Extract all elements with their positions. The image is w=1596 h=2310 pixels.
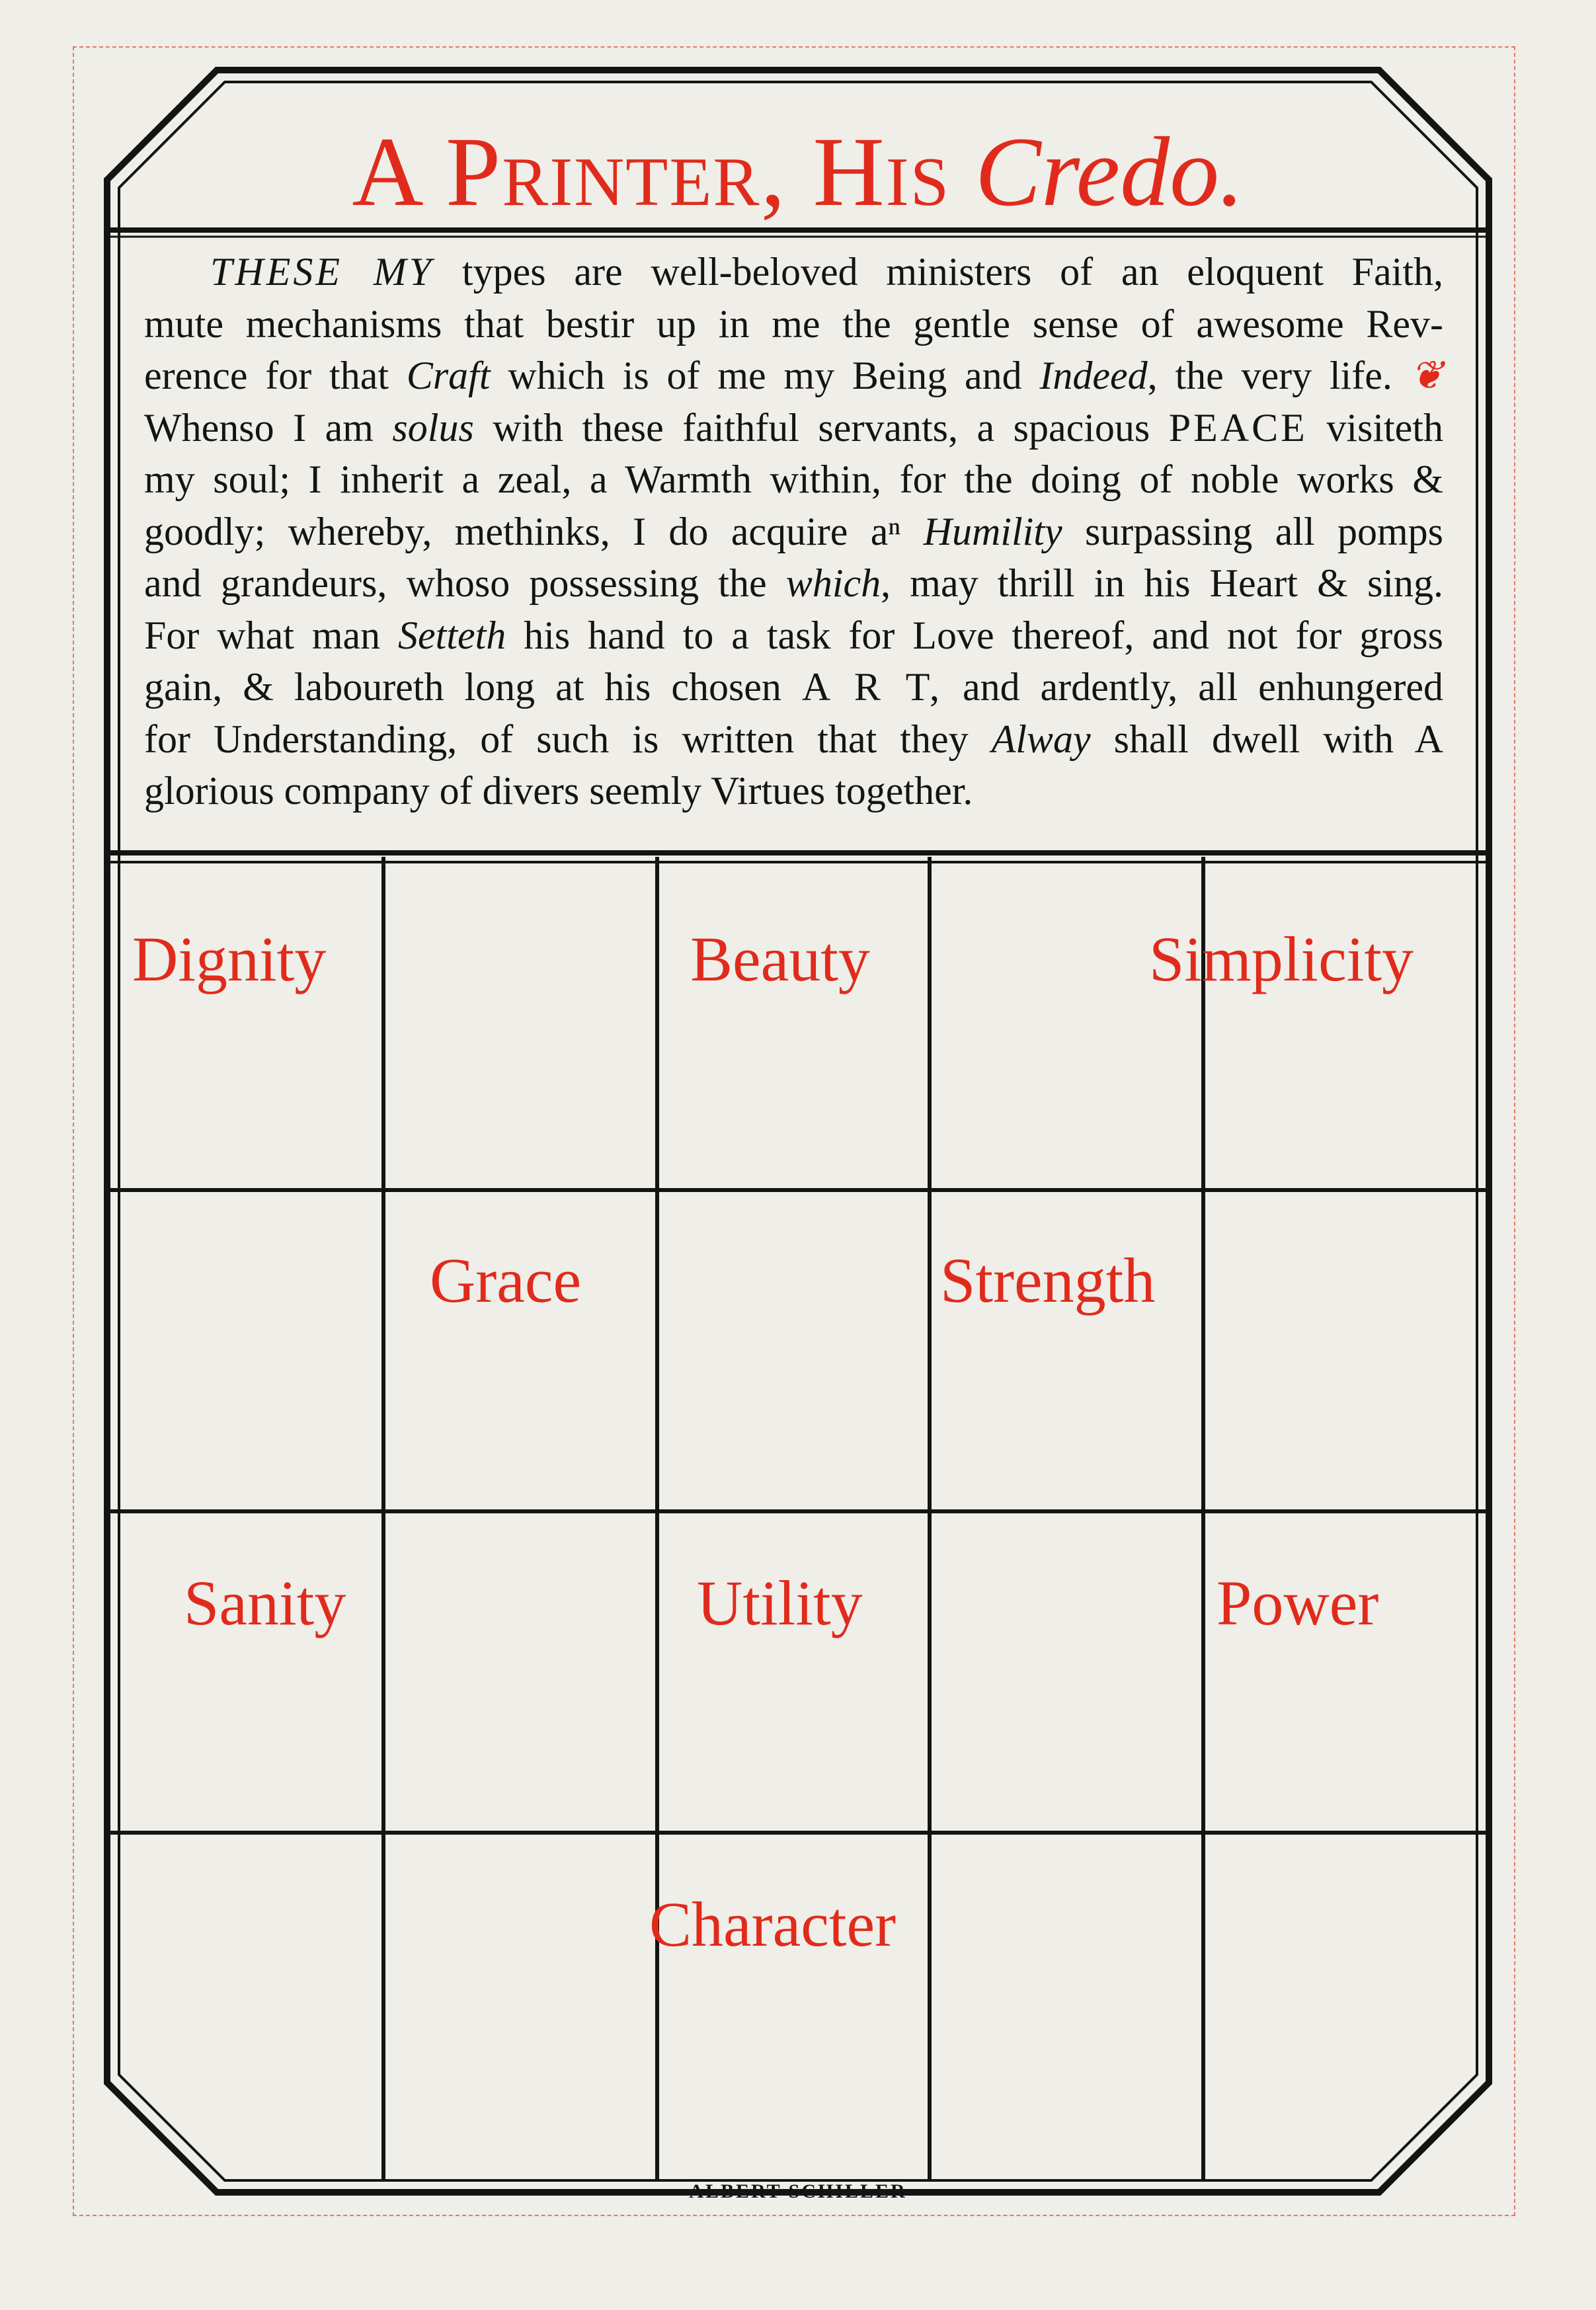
virtue-simplicity: Simplicity xyxy=(1149,924,1414,994)
page-title xyxy=(106,106,1490,238)
fleuron-ornament: ❦ xyxy=(1410,354,1443,397)
virtue-strength: Strength xyxy=(940,1245,1156,1316)
credo-line-2: mute mechanisms that bestir up in me the gentle sense of awesome Rev- xyxy=(144,301,1443,346)
credo-line-7: and grandeurs, whoso possessing the which, may thrill in his Heart & sing. xyxy=(144,561,1443,605)
credo-line-4: Whenso I am solus with these faithful servants, a spacious PEACE visiteth xyxy=(144,405,1443,450)
credo-line-3: erence for that Craft which is of me my Being and Indeed, the very life. ❦ xyxy=(144,354,1443,397)
credo-opening-words: THESE MY xyxy=(210,250,434,294)
virtue-character: Character xyxy=(649,1889,897,1960)
virtue-beauty: Beauty xyxy=(690,924,870,994)
virtue-grace: Grace xyxy=(430,1245,582,1316)
credo-line-8: For what man Setteth his hand to a task for Love thereof, and not for gross xyxy=(144,613,1443,657)
virtue-power: Power xyxy=(1217,1568,1379,1638)
credo-line-1: THESE MY types are well-beloved ministers of an eloquent Faith, xyxy=(210,250,1443,294)
credo-line-9: gain, & laboureth long at his chosen A R T, and ardently, all enhungered xyxy=(144,665,1443,709)
title-credo: Credo. xyxy=(975,117,1244,227)
credo-line-11: glorious company of divers seemly Virtues together. xyxy=(144,769,973,813)
virtue-utility: Utility xyxy=(697,1568,863,1638)
credo-line-5: my soul; I inherit a zeal, a Warmth within, for the doing of noble works & xyxy=(144,458,1443,501)
credo-line-6: goodly; whereby, methinks, I do acquire aⁿ Humility surpassing all pomps xyxy=(144,509,1444,553)
credo-line-10: for Understanding, of such is written that they Alway shall dwell with A xyxy=(144,717,1443,761)
title-main: A Printer, His xyxy=(352,117,951,227)
virtue-dignity: Dignity xyxy=(132,924,327,994)
credo-text xyxy=(144,246,1443,821)
virtue-sanity: Sanity xyxy=(184,1568,346,1638)
signature-albert-schiller: ALBERT SCHILLER xyxy=(689,2180,907,2202)
